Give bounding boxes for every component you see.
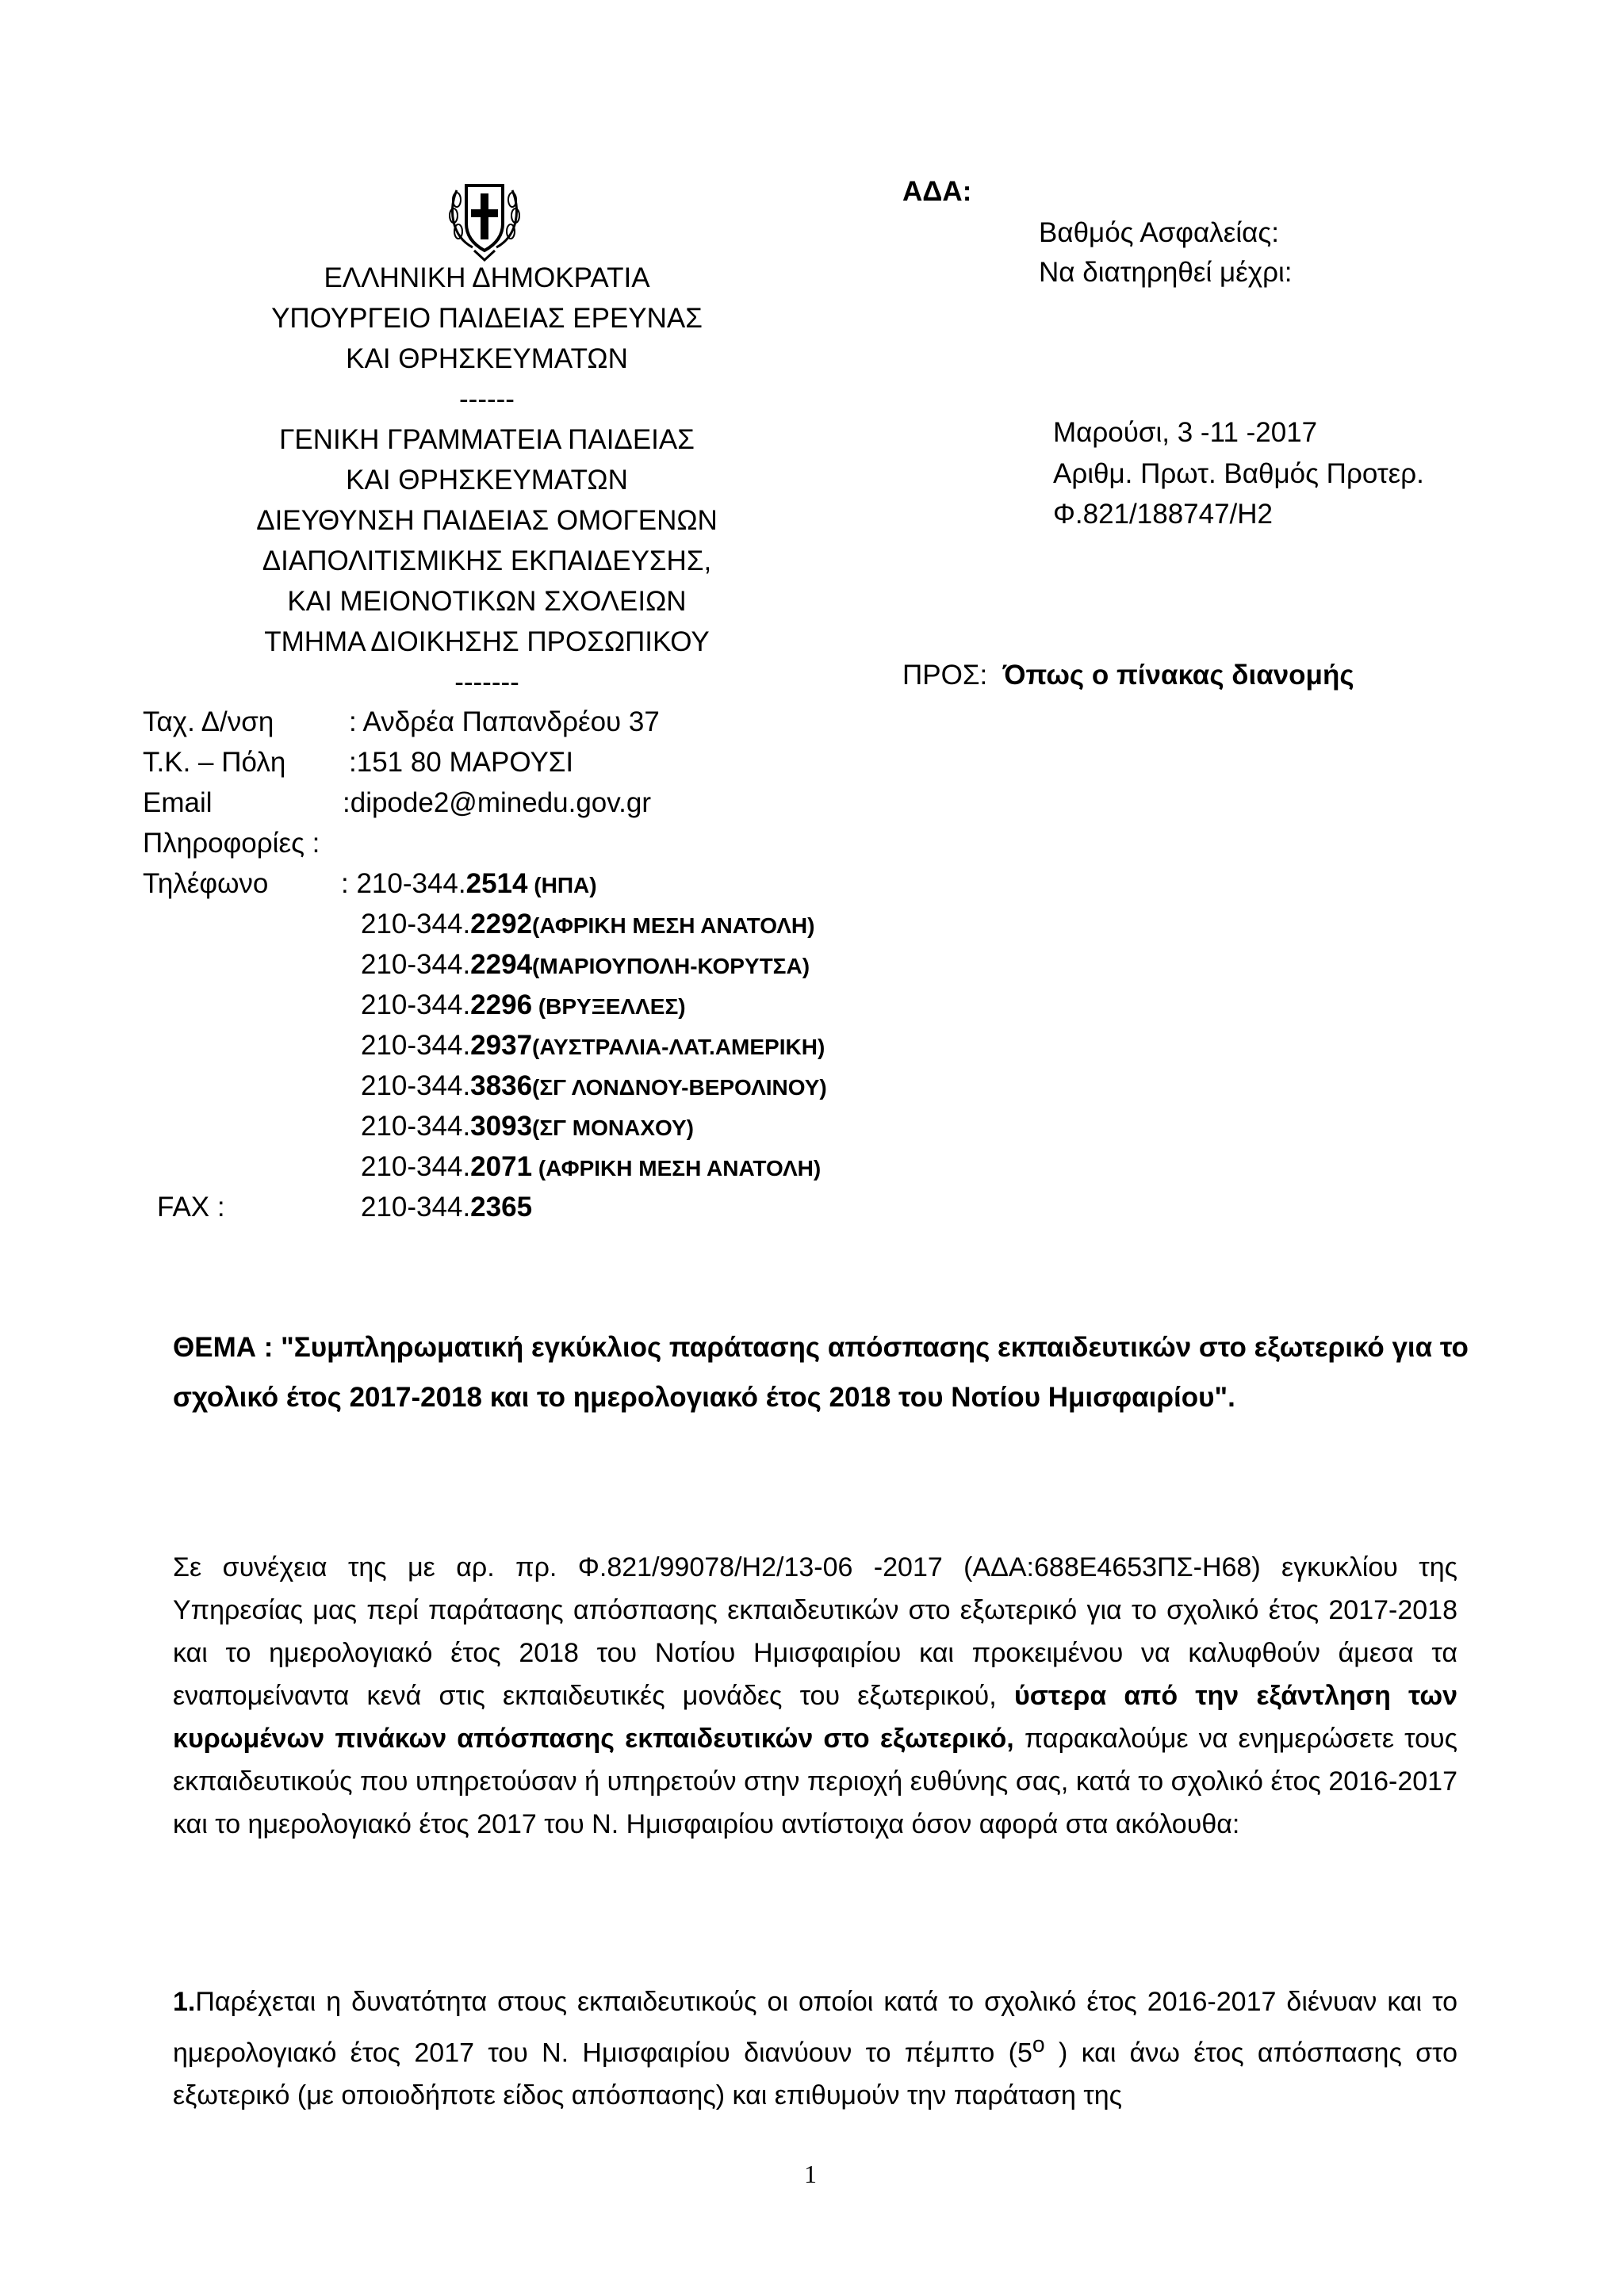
security-level-label: Βαθμός Ασφαλείας: <box>1039 217 1279 248</box>
org-line: ΚΑΙ ΜΕΙΟΝΟΤΙΚΩΝ ΣΧΟΛΕΙΩΝ <box>287 586 687 617</box>
phone-region: (ΑΥΣΤΡΑΛΙΑ-ΛΑΤ.ΑΜΕΡΙΚΗ) <box>532 1035 825 1059</box>
org-separator: ------- <box>454 667 519 698</box>
recipient-line <box>902 661 1354 689</box>
fax-label: FAX : <box>157 1192 225 1223</box>
phone-region: (ΑΦΡΙΚΗ ΜΕΣΗ ΑΝΑΤΟΛΗ) <box>532 913 815 938</box>
phone-ext: 2937 <box>470 1030 533 1061</box>
fax-prefix: 210-344. <box>361 1192 471 1223</box>
phone-ext: 2296 <box>470 989 533 1020</box>
phone-prefix: : 210-344. <box>341 868 466 899</box>
phone-prefix: 210-344. <box>361 1151 471 1182</box>
phone-prefix: 210-344. <box>361 989 471 1020</box>
phone-ext: 2294 <box>470 949 533 980</box>
subject-block <box>173 1322 1521 1422</box>
fax-ext: 2365 <box>470 1192 533 1223</box>
phone-line <box>361 910 814 938</box>
phone-line <box>361 1031 825 1059</box>
org-line: ΚΑΙ ΘΡΗΣΚΕΥΜΑΤΩΝ <box>346 343 628 374</box>
phone-region: (ΜΑΡΙΟΥΠΟΛΗ-ΚΟΡΥΤΣΑ) <box>532 954 810 978</box>
phone-prefix: 210-344. <box>361 1070 471 1101</box>
city-value: :151 80 ΜΑΡΟΥΣΙ <box>349 747 574 778</box>
org-line: ΤΜΗΜΑ ΔΙΟΙΚΗΣΗΣ ΠΡΟΣΩΠΙΚΟΥ <box>264 626 710 657</box>
org-line: ΓΕΝΙΚΗ ΓΡΑΜΜΑΤΕΙΑ ΠΑΙΔΕΙΑΣ <box>279 424 695 455</box>
body-paragraph <box>173 1546 1457 1846</box>
phone-region: (ΣΓ ΜΟΝΑΧΟΥ) <box>532 1115 695 1140</box>
org-line: ΔΙΕΥΘΥΝΣΗ ΠΑΙΔΕΙΑΣ ΟΜΟΓΕΝΩΝ <box>256 505 718 536</box>
org-line: ΚΑΙ ΘΡΗΣΚΕΥΜΑΤΩΝ <box>346 465 628 496</box>
info-label: Πληροφορίες : <box>143 828 320 859</box>
org-line: ΥΠΟΥΡΓΕΙΟ ΠΑΙΔΕΙΑΣ ΕΡΕΥΝΑΣ <box>271 303 703 334</box>
email-value: :dipode2@minedu.gov.gr <box>343 787 652 818</box>
org-line: ΔΙΑΠΟΛΙΤΙΣΜΙΚΗΣ ΕΚΠΑΙΔΕΥΣΗΣ, <box>262 545 712 576</box>
paragraph-text: Σε συνέχεια της με αρ. πρ. Φ.821/99078/Η2/13-06 -2017 (ΑΔΑ:688Ε4653ΠΣ-Η68) εγκυκλίου της Υπηρεσίας μας περί παράτασης απόσπασης εκπαιδευτικών στο εξωτερικό για το σχολικό έτος 2017-2018 και το ημερολογιακό έτος 2018 του Νοτίου Ημισφαιρίου και προκειμένου να καλυφθούν άμεσα τα εναπομείναντα κενά στις εκπαιδευτικές μονάδες του εξωτερικού, <box>173 1552 1457 1711</box>
page-number: 1 <box>804 2160 817 2188</box>
protocol-label: Αριθμ. Πρωτ. Βαθμός Προτερ. <box>1053 458 1424 489</box>
paragraph-text: παρακαλούμε να ενημερώσετε τους εκπαιδευτικούς που υπηρετούσαν ή υπηρετούν στην περιοχή ευθύνης σας, κατά το σχολικό έτος 2016-2017 και το ημερολογιακό έτος 2017 του Ν. Ημισφαιρίου αντίστοιχα όσον αφορά στα ακόλουθα: <box>173 1724 1457 1839</box>
phone-line <box>341 870 597 897</box>
greek-coat-of-arms-icon <box>441 168 528 265</box>
body-paragraph <box>173 1980 1457 2117</box>
phone-line <box>361 951 810 978</box>
subject-line: ΘΕΜΑ : "Συμπληρωματική εγκύκλιος παράτασης απόσπασης εκπαιδευτικών στο εξωτερικό για το <box>173 1332 1469 1363</box>
phone-region: (ΗΠΑ) <box>527 873 597 897</box>
superscript: ο <box>1032 2032 1045 2057</box>
phone-line <box>361 1153 821 1181</box>
paragraph-text: Παρέχεται η δυνατότητα στους εκπαιδευτικούς οι οποίοι κατά το σχολικό έτος 2016-2017 διένυαν και το ημερολογιακό έτος 2017 του Ν. Ημισφαιρίου διανύουν το πέμπτο (5 <box>173 1987 1457 2068</box>
email-label: Email <box>143 787 213 818</box>
org-line: ΕΛΛΗΝΙΚΗ ΔΗΜΟΚΡΑΤΙΑ <box>324 262 650 293</box>
retention-label: Να διατηρηθεί μέχρι: <box>1039 257 1293 288</box>
phone-prefix: 210-344. <box>361 1111 471 1142</box>
phone-label: Τηλέφωνο <box>143 868 269 899</box>
subject-line: σχολικό έτος 2017-2018 και το ημερολογιακό έτος 2018 του Νοτίου Ημισφαιρίου". <box>173 1382 1235 1413</box>
address-label: Ταχ. Δ/νση <box>143 706 274 737</box>
phone-ext: 3836 <box>470 1070 533 1101</box>
org-separator: ------ <box>459 384 515 415</box>
paragraph-emphasis: ύστερα από την εξάντληση των κυρωμένων πινάκων απόσπασης εκπαιδευτικών στο εξωτερικό, <box>173 1681 1458 1754</box>
city-label: Τ.Κ. – Πόλη <box>143 747 286 778</box>
phone-ext: 2292 <box>470 909 533 939</box>
phone-region: (ΣΓ ΛΟΝΔΝΟΥ-ΒΕΡΟΛΙΝΟΥ) <box>532 1075 827 1100</box>
phone-ext: 2514 <box>465 868 528 899</box>
phone-region: (ΒΡΥΞΕΛΛΕΣ) <box>532 994 686 1019</box>
item-number: 1. <box>173 1987 196 2017</box>
phone-region: (ΑΦΡΙΚΗ ΜΕΣΗ ΑΝΑΤΟΛΗ) <box>532 1156 822 1181</box>
phone-prefix: 210-344. <box>361 949 471 980</box>
phone-prefix: 210-344. <box>361 1030 471 1061</box>
paragraph-text: ) και άνω έτος απόσπασης στο εξωτερικό (με οποιοδήποτε είδος απόσπασης) και επιθυμούν την παράταση της <box>173 2038 1457 2111</box>
phone-prefix: 210-344. <box>361 909 471 939</box>
phone-line <box>361 991 686 1019</box>
phone-line <box>361 1072 827 1100</box>
date-line: Μαρούσι, 3 -11 -2017 <box>1053 417 1318 448</box>
ada-label: ΑΔΑ: <box>902 176 972 207</box>
phone-line <box>361 1112 694 1140</box>
to-value: Όπως ο πίνακας διανομής <box>1002 660 1354 691</box>
phone-ext: 3093 <box>470 1111 533 1142</box>
to-label: ΠΡΟΣ: <box>902 660 988 691</box>
protocol-number: Φ.821/188747/Η2 <box>1053 499 1274 530</box>
phone-ext: 2071 <box>470 1151 533 1182</box>
fax-line <box>361 1193 532 1221</box>
address-value: : Ανδρέα Παπανδρέου 37 <box>349 706 660 737</box>
